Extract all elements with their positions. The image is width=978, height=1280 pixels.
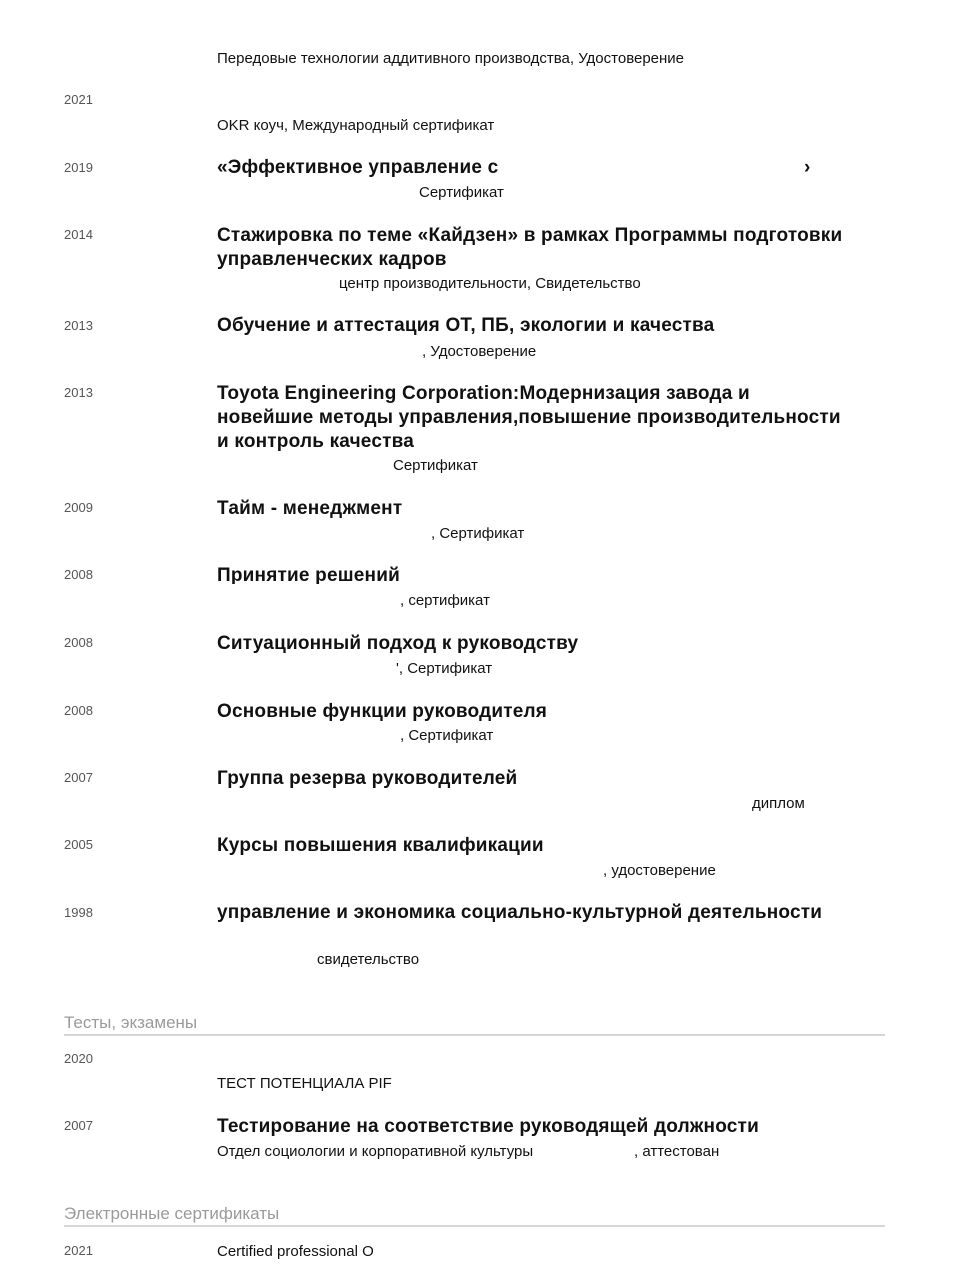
course-intro-line: Передовые технологии аддитивного производства, Удостоверение <box>217 50 685 67</box>
certificate-year: 2021 <box>64 1243 93 1258</box>
course-detail: Сертификат <box>419 184 504 201</box>
course-title-line: Стажировка по теме «Кайдзен» в рамках Программы подготовки <box>217 225 843 246</box>
course-detail: , сертификат <box>400 592 490 609</box>
test-plain-text: ТЕСТ ПОТЕНЦИАЛА PIF <box>217 1075 392 1092</box>
course-title: Обучение и аттестация ОТ, ПБ, экологии и качества <box>217 315 715 336</box>
course-detail: , Сертификат <box>431 525 525 542</box>
course-title: управление и экономика социально-культурной деятельности <box>217 902 823 923</box>
course-year: 2014 <box>64 227 93 242</box>
course-detail: свидетельство <box>317 951 420 968</box>
course-year: 2021 <box>64 92 93 107</box>
course-year: 2007 <box>64 770 93 785</box>
test-detail-result: , аттестован <box>634 1143 720 1160</box>
course-year: 2013 <box>64 318 93 333</box>
test-year: 2020 <box>64 1051 93 1066</box>
course-detail: , Удостоверение <box>422 343 537 360</box>
course-year: 2005 <box>64 837 93 852</box>
course-year: 2009 <box>64 500 93 515</box>
course-detail: диплом <box>752 795 805 812</box>
test-year: 2007 <box>64 1118 93 1133</box>
course-year: 2013 <box>64 385 93 400</box>
course-detail: , Сертификат <box>400 727 494 744</box>
course-title: «Эффективное управление с <box>217 157 499 178</box>
course-title-line: управленческих кадров <box>217 249 447 270</box>
course-title: Курсы повышения квалификации <box>217 835 544 856</box>
course-title: Ситуационный подход к руководству <box>217 633 579 654</box>
course-detail: ', Сертификат <box>396 660 493 677</box>
section-heading-tests: Тесты, экзамены <box>64 1013 885 1036</box>
certificate-plain-text: Certified professional О <box>217 1243 374 1260</box>
course-title-line: и контроль качества <box>217 431 414 452</box>
course-title: Основные функции руководителя <box>217 701 548 722</box>
course-plain-text: OKR коуч, Международный сертификат <box>217 117 495 134</box>
course-detail: центр производительности, Свидетельство <box>339 275 641 292</box>
course-year: 2008 <box>64 703 93 718</box>
test-title: Тестирование на соответствие руководящей должности <box>217 1116 759 1137</box>
course-detail: Сертификат <box>393 457 478 474</box>
section-heading-certificates: Электронные сертификаты <box>64 1204 885 1227</box>
course-title: Принятие решений <box>217 565 400 584</box>
course-year: 1998 <box>64 905 93 920</box>
course-detail: , удостоверение <box>603 862 716 879</box>
test-detail-org: Отдел социологии и корпоративной культуры <box>217 1143 534 1160</box>
course-title: Тайм - менеджмент <box>217 498 403 519</box>
course-title-line: новейшие методы управления,повышение производительности <box>217 407 841 428</box>
course-year: 2019 <box>64 160 93 175</box>
course-year: 2008 <box>64 635 93 650</box>
course-year: 2008 <box>64 567 93 582</box>
course-title-line: Toyota Engineering Corporation:Модернизация завода и <box>217 383 750 404</box>
course-title: Группа резерва руководителей <box>217 768 518 789</box>
course-title-end: › <box>804 157 811 178</box>
